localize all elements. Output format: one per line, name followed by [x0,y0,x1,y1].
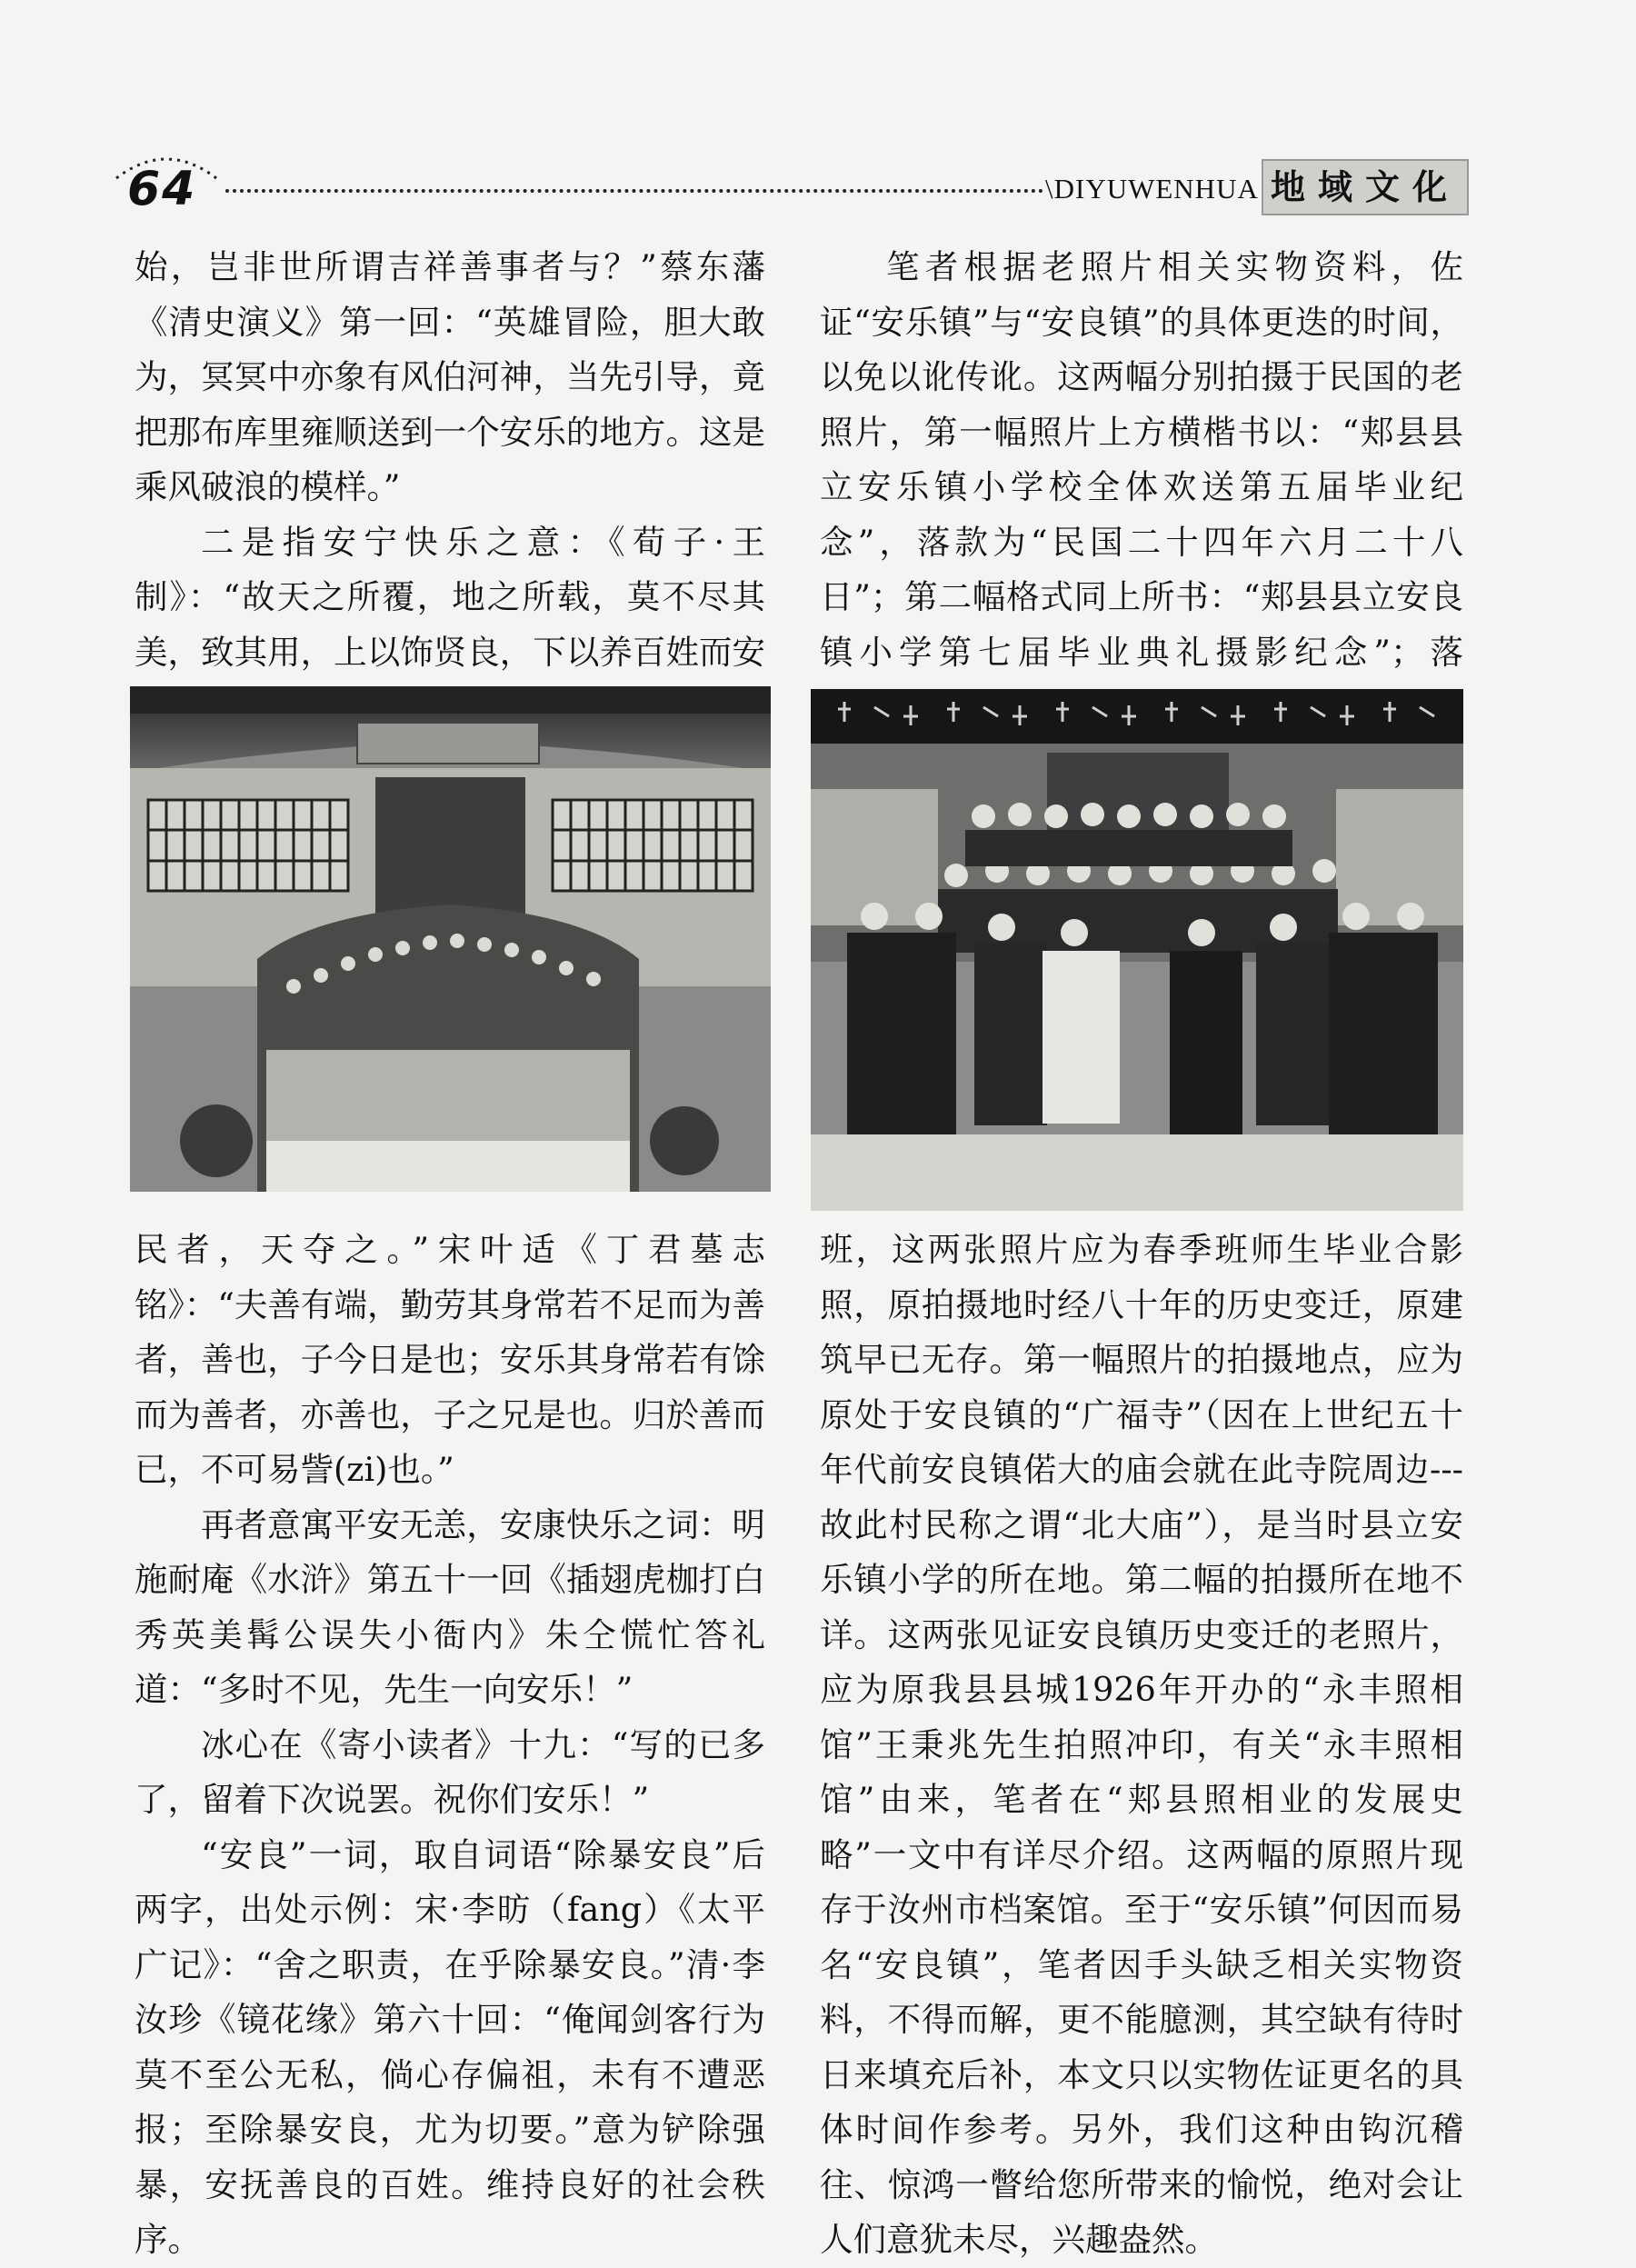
journal-name-english: \DIYUWENHUA [1045,173,1259,205]
page-number: 64 [127,162,197,216]
photo-anliang-school-image [811,689,1463,1211]
photo-anle-school-image [130,686,771,1192]
paragraph: 二是指安宁快乐之意：《荀子·王制》：“故天之所覆，地之所载，莫不尽其美，致其用，上以饰贤良，下以养百姓而安 [135,522,765,672]
paragraph: 民者，天夺之。”宋叶适《丁君墓志铭》：“夫善有端，勤劳其身常若不足而为善者，善也，子今日是也；安乐其身常若有馀而为善者，亦善也，子之兄是也。归於善而已，不可易訾(zi)也。” [135,1230,765,1489]
paragraph: 冰心在《寄小读者》十九：“写的已多了，留着下次说罢。祝你们安乐！” [135,1724,765,1819]
left-column-bottom [135,1223,765,2268]
journal-name-badge: 地域文化 [1262,159,1469,215]
header-dotted-rule [225,189,1043,193]
paragraph: 笔者根据老照片相关实物资料，佐证“安乐镇”与“安良镇”的具体更迭的时间，以免以讹传讹。这两幅分别拍摄于民国的老照片，第一幅照片上方横楷书以：“郏县县立安乐镇小学校全体欢送第五届毕业纪念”，落款为“民国二十四年六月二十八日”；第二幅格式同上所书：“郏县县立安良镇小学第七届毕业典礼摄影纪念”；落 [820,247,1463,672]
paragraph: 始，岂非世所谓吉祥善事者与？”蔡东藩《清史演义》第一回：“英雄冒险，胆大敢为，冥冥中亦象有风伯河神，当先引导，竟把那布库里雍顺送到一个安乐的地方。这是乘风破浪的模样。” [135,247,765,506]
page-header [0,0,1636,218]
historical-photo-anliang-school [811,689,1463,1211]
right-column-bottom [820,1223,1463,2268]
paragraph: “安良”一词，取自词语“除暴安良”后两字，出处示例：宋·李昉（fang）《太平广记》：“舍之职责，在乎除暴安良。”清·李汝珍《镜花缘》第六十回：“俺闻剑客行为莫不至公无私，倘心存偏祖，未有不遭恶报；至除暴安良，尤为切要。”意为铲除强暴，安抚善良的百姓。维持良好的社会秩序。 [135,1834,765,2259]
paragraph: 班，这两张照片应为春季班师生毕业合影照，原拍摄地时经八十年的历史变迁，原建筑早已无存。第一幅照片的拍摄地点，应为原处于安良镇的“广福寺”（因在上世纪五十年代前安良镇偌大的庙会就在此寺院周边---故此村民称之谓“北大庙”），是当时县立安乐镇小学的所在地。第二幅的拍摄所在地不详。这两张见证安良镇历史变迁的老照片，应为原我县县城1926年开办的“永丰照相馆”王秉兆先生拍照冲印，有关“永丰照相馆”由来，笔者在“郏县照相业的发展史略”一文中有详尽介绍。这两幅的原照片现存于汝州市档案馆。至于“安乐镇”何因而易名“安良镇”，笔者因手头缺乏相关实物资料，不得而解，更不能臆测，其空缺有待时日来填充后补，本文只以实物佐证更名的具体时间作参考。另外，我们这种由钩沉稽往、惊鸿一瞥给您所带来的愉悦，绝对会让人们意犹未尽，兴趣盎然。 [820,1230,1463,2259]
page-number-block [107,145,225,218]
paragraph: 再者意寓平安无恙，安康快乐之词：明施耐庵《水浒》第五十一回《插翅虎枷打白秀英美髯公误失小衙内》朱仝慌忙答礼道：“多时不见，先生一向安乐！” [135,1504,765,1709]
historical-photo-anle-school [130,686,771,1192]
